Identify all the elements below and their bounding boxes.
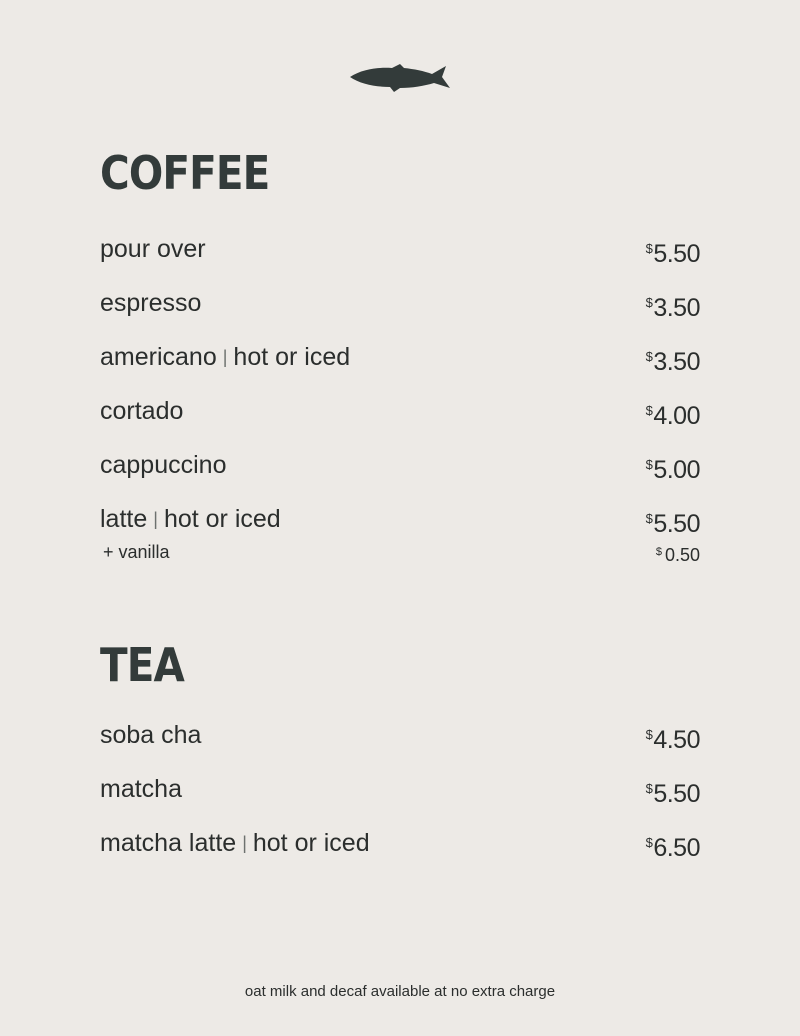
price-value: 5.00 [653, 456, 700, 484]
currency-symbol: $ [645, 781, 653, 796]
item-name [100, 502, 281, 538]
item-price [646, 772, 700, 811]
item-base-name: americano [100, 343, 217, 371]
price-value: 3.50 [653, 348, 700, 376]
coffee-section [100, 146, 700, 565]
item-name: espresso [100, 289, 202, 317]
item-option: hot or iced [233, 343, 351, 371]
menu-item [100, 232, 700, 266]
item-name: pour over [100, 235, 206, 263]
fish-icon [348, 62, 452, 92]
addon-price [656, 540, 700, 567]
item-price [646, 718, 700, 757]
currency-symbol: $ [645, 835, 653, 850]
tea-heading: TEA [100, 638, 184, 692]
tea-section [100, 638, 700, 862]
price-value: 5.50 [653, 510, 700, 538]
currency-symbol: $ [645, 241, 653, 256]
currency-symbol: $ [645, 511, 653, 526]
menu-item [100, 340, 700, 374]
addon-name: + vanilla [103, 542, 170, 562]
price-value: 5.50 [653, 240, 700, 268]
item-name: cortado [100, 397, 184, 425]
menu-item [100, 394, 700, 428]
separator: | [242, 833, 247, 853]
menu-item [100, 718, 700, 752]
currency-symbol: $ [645, 403, 653, 418]
item-base-name: matcha latte [100, 829, 237, 857]
item-name: matcha [100, 775, 182, 803]
coffee-heading: COFFEE [100, 146, 270, 200]
item-price [646, 502, 700, 541]
item-base-name: latte [100, 505, 148, 533]
currency-symbol: $ [645, 295, 653, 310]
item-name [100, 826, 370, 862]
currency-symbol: $ [645, 457, 653, 472]
menu-item [100, 286, 700, 320]
currency-symbol: $ [645, 349, 653, 364]
item-name [100, 340, 350, 376]
menu-item [100, 826, 700, 860]
price-value: 6.50 [653, 834, 700, 862]
item-price [646, 340, 700, 379]
item-price [646, 394, 700, 433]
separator: | [222, 347, 228, 367]
footer-note: oat milk and decaf available at no extra charge [244, 983, 556, 1000]
item-option: hot or iced [163, 505, 281, 533]
item-name: cappuccino [100, 451, 227, 479]
addon-item [100, 540, 700, 564]
item-option: hot or iced [252, 829, 370, 857]
menu-item [100, 772, 700, 806]
item-price [646, 826, 700, 865]
price-value: 4.00 [653, 402, 700, 430]
price-value: 4.50 [653, 726, 700, 754]
item-name: soba cha [100, 721, 202, 749]
currency-symbol: $ [645, 727, 653, 742]
menu-item [100, 502, 700, 536]
item-price [646, 286, 700, 325]
separator: | [153, 509, 158, 529]
item-price [646, 448, 700, 487]
menu-item [100, 448, 700, 482]
currency-symbol: $ [655, 546, 662, 558]
price-value: 0.50 [664, 545, 700, 565]
price-value: 5.50 [653, 780, 700, 808]
price-value: 3.50 [653, 294, 700, 322]
item-price [646, 232, 700, 271]
